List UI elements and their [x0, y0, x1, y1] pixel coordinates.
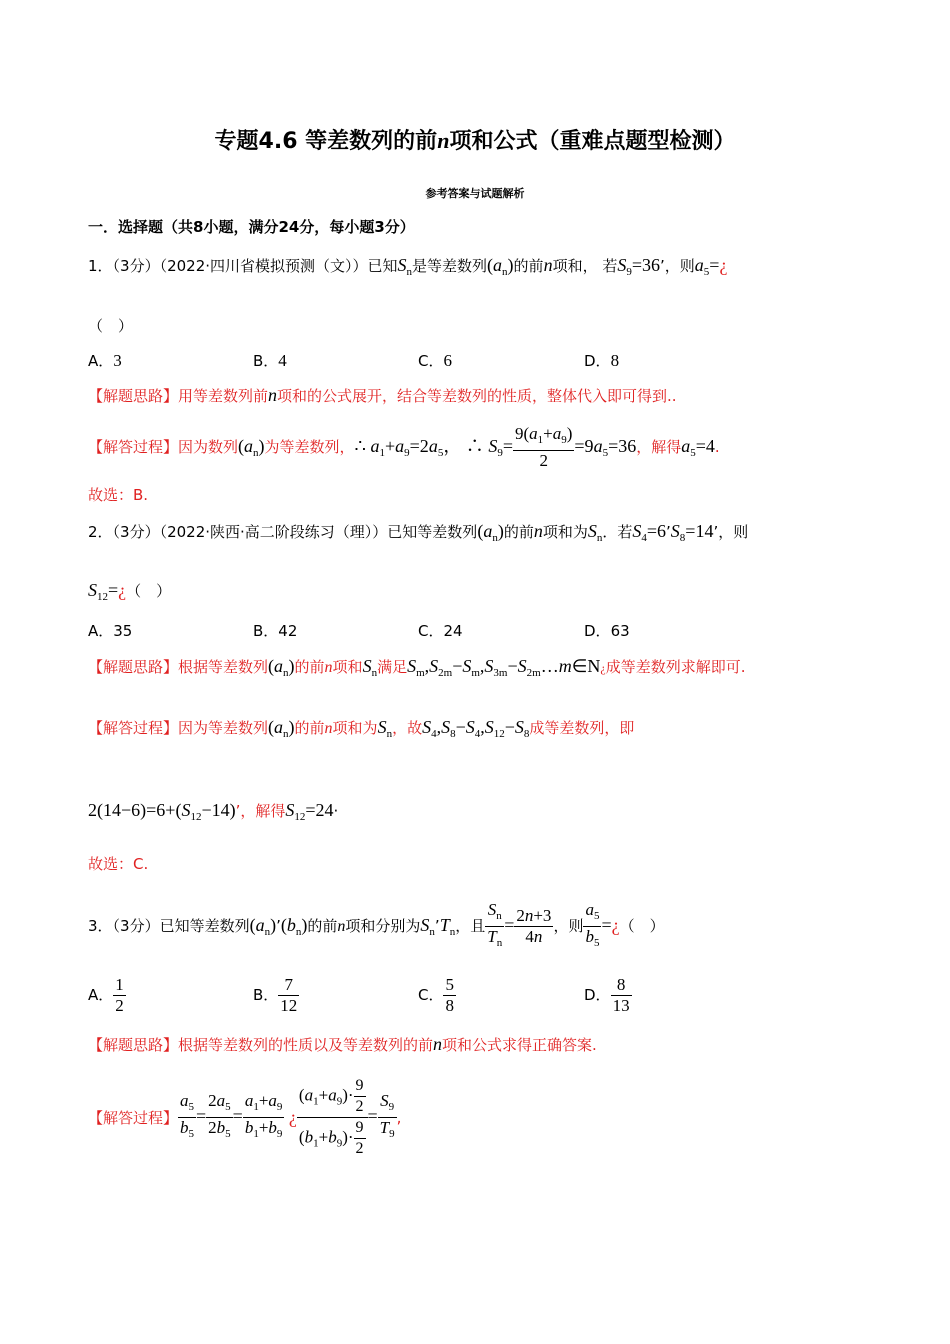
q2-answer: 故选：C. — [88, 855, 149, 873]
q3-solution-process: 【解答过程】 $\frac{a_5}{b_5}$ = $\frac{2a_5}{2b_5}$ = $\frac{a_1+a_9}{b_1+b_9}$ ¿ $(a_1+a_9)\cdot$ $\frac{9}{2}$ $(b_1+b_9)\cdot$ $\frac{9}{2}$ = $\frac{S_9}{T_9}$ , — [88, 1077, 402, 1157]
q3-solution-idea: 【解题思路】根据等差数列的性质以及等差数列的前n项和公式求得正确答案. — [88, 1034, 597, 1054]
q1-option-d[interactable]: D．8 — [584, 351, 620, 370]
q1-option-a[interactable]: A．3 — [88, 351, 122, 370]
q2-stem-cont: $S_{12}=¿$（ ） — [88, 580, 172, 603]
q2-solution-idea: 【解题思路】根据等差数列$(a_n)$的前n项和$S_n$满足$S_m,S_{2m}-S_m,S_{3m}-S_{2m}\dots m\in N¿$成等差数列求解即可. — [88, 656, 746, 679]
page-title: 专题4.6 等差数列的前n项和公式（重难点题型检测） — [214, 128, 736, 154]
q3-option-a[interactable]: A． $\frac{1}{2}$ — [88, 975, 124, 1015]
q1-stem: 1．（3分）（2022·四川省模拟预测（文））已知$S_n$是等差数列$(a_n)$的前n项和， 若$S_9=36$’，则$a_5=¿$ — [88, 255, 728, 278]
page-subtitle: 参考答案与试题解析 — [425, 187, 525, 200]
q1-solution-idea: 【解题思路】用等差数列前n项和的公式展开，结合等差数列的性质，整体代入即可得到.. — [88, 385, 677, 405]
q3-option-b[interactable]: B． $\frac{7}{12}$ — [253, 975, 298, 1015]
q3-stem: 3．（3分）已知等差数列$(a_n)’(b_n)$的前n项和分别为$S_n’T_n$，且 $\frac{S_n}{T_n}$ = $\frac{2n+3}{4n}$ ，则 $\frac{a_5}{b_5}$ =¿（ ） — [88, 900, 665, 949]
q1-paren: （ ） — [88, 317, 134, 335]
q3-option-d[interactable]: D． $\frac{8}{13}$ — [584, 975, 630, 1015]
q1-option-c[interactable]: C．6 — [418, 351, 452, 370]
q3-option-c[interactable]: C． $\frac{5}{8}$ — [418, 975, 454, 1015]
q1-answer: 故选：B. — [88, 486, 149, 504]
q1-solution-process: 【解答过程】因为数列$(a_n)$为等差数列，∴ $a_1+a_9=2a_5$， ∴ $S_9=$ $\frac{9(a_1+a_9)}{2}$ $=9a_5=36$，解得$a_5=4$. — [88, 424, 720, 470]
q2-option-d[interactable]: D．63 — [584, 622, 630, 640]
q2-solution-equation: $2(14-6)=6+(S_{12}-14)$’，解得$S_{12}=24\cdot$ — [88, 800, 339, 823]
q2-option-a[interactable]: A．35 — [88, 622, 133, 640]
q2-option-c[interactable]: C．24 — [418, 622, 463, 640]
q1-option-b[interactable]: B．4 — [253, 351, 287, 370]
q2-solution-process: 【解答过程】因为等差数列$(a_n)$的前n项和为$S_n$，故$S_4,S_8-S_4,S_{12}-S_8$成等差数列，即 — [88, 717, 635, 740]
q2-stem: 2．（3分）（2022·陕西·高二阶段练习（理））已知等差数列$(a_n)$的前n项和为$S_n$．若$S_4=6’S_8=14$’，则 — [88, 521, 749, 544]
q2-option-b[interactable]: B．42 — [253, 622, 298, 640]
section-heading: 一．选择题（共8小题，满分24分，每小题3分） — [88, 218, 415, 236]
